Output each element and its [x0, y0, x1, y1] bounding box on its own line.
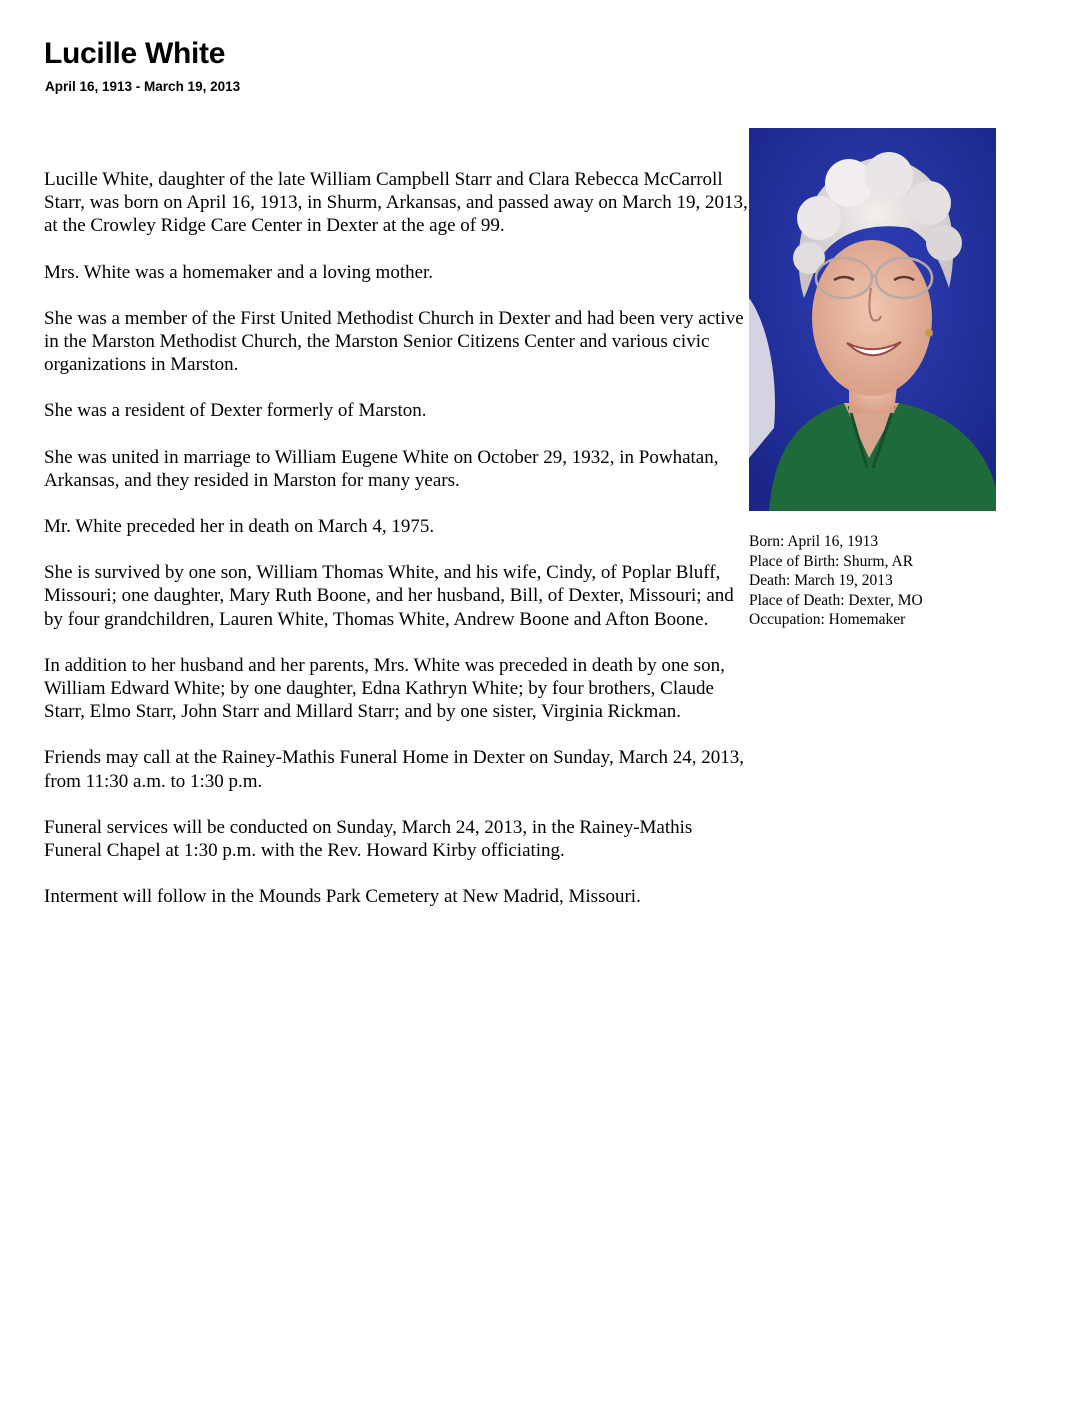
obituary-paragraph: Mrs. White was a homemaker and a loving mother. [44, 261, 434, 283]
portrait-illustration [749, 128, 996, 511]
fact-place-of-death: Place of Death: Dexter, MO [749, 591, 923, 609]
obituary-paragraph: Mr. White preceded her in death on March 4, 1975. [44, 516, 435, 538]
obituary-body [44, 168, 749, 931]
life-dates-subtitle: April 16, 1913 - March 19, 2013 [45, 79, 241, 94]
fact-place-of-birth: Place of Birth: Shurm, AR [749, 552, 914, 570]
fact-occupation: Occupation: Homemaker [749, 611, 906, 629]
obituary-name-title: Lucille White [44, 37, 226, 70]
obituary-paragraph: She is survived by one son, William Thomas White, and his wife, Cindy, of Poplar Bluff, Missouri; one daughter, Mary Ruth Boone, and her husband, Bill, of Dexter, Missouri; and by four grandchildren, Lauren White, Thomas White, Andrew Boone and Afton Boone. [44, 562, 734, 630]
vital-facts [749, 532, 923, 630]
obituary-paragraph: Lucille White, daughter of the late William Campbell Starr and Clara Rebecca McCarroll Starr, was born on April 16, 1913, in Shurm, Arkansas, and passed away on March 19, 2013, at the Crowley Ridge Care Center in Dexter at the age of 99. [44, 169, 748, 237]
obituary-paragraph: She was a member of the First United Methodist Church in Dexter and had been very active in the Marston Methodist Church, the Marston Senior Citizens Center and various civic organizations in Marston. [44, 307, 744, 376]
obituary-paragraph: She was united in marriage to William Eugene White on October 29, 1932, in Powhatan, Arkansas, and they resided in Marston for many years. [44, 446, 719, 491]
obituary-paragraph: Interment will follow in the Mounds Park Cemetery at New Madrid, Missouri. [44, 886, 641, 908]
obituary-paragraph: She was a resident of Dexter formerly of Marston. [44, 400, 427, 422]
obituary-paragraph: In addition to her husband and her parents, Mrs. White was preceded in death by one son, William Edward White; by one daughter, Edna Kathryn White; by four brothers, Claude Starr, Elmo Starr, John Starr and Millard Starr; and by one sister, Virginia Rickman. [44, 654, 725, 723]
fact-born: Born: April 16, 1913 [749, 533, 879, 550]
portrait-photo [749, 128, 996, 511]
obituary-paragraph: Funeral services will be conducted on Sunday, March 24, 2013, in the Rainey-Mathis Funeral Chapel at 1:30 p.m. with the Rev. Howard Kirby officiating. [44, 816, 693, 862]
fact-death: Death: March 19, 2013 [749, 572, 893, 590]
obituary-paragraph: Friends may call at the Rainey-Mathis Funeral Home in Dexter on Sunday, March 24, 2013, from 11:30 a.m. to 1:30 p.m. [44, 747, 745, 792]
